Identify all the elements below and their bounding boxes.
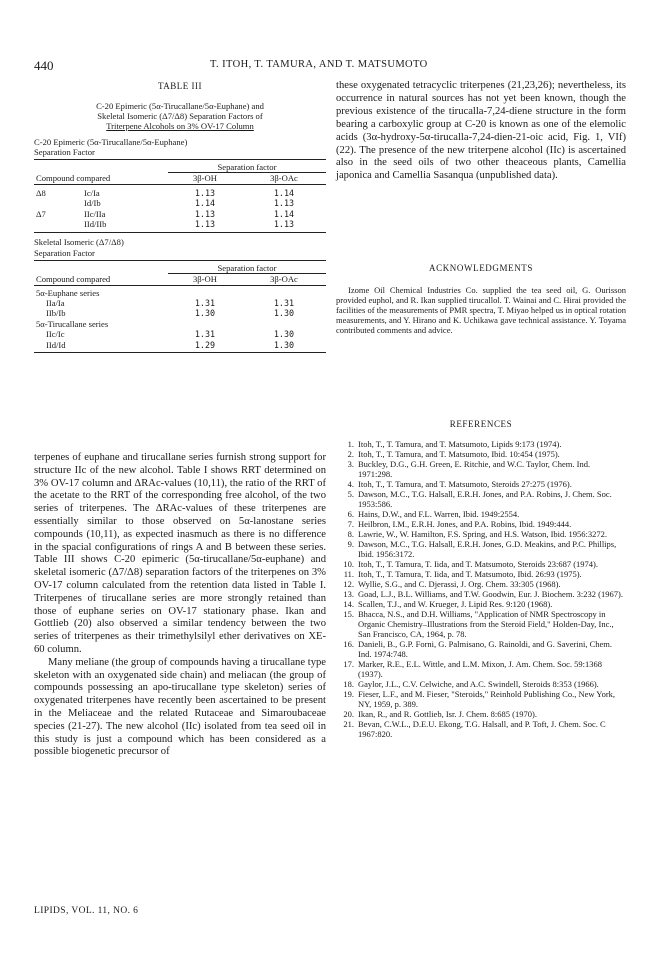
reference-item xyxy=(336,599,626,609)
reference-item xyxy=(336,609,626,639)
col-compound: Compound compared xyxy=(36,274,111,284)
running-header: T. ITOH, T. TAMURA, AND T. MATSUMOTO xyxy=(210,59,428,70)
paragraph: Many meliane (the group of compounds having a tirucallane type skeleton with an oxygenated side chain) and meliacan (the group of compounds possessing an apo-tirucallane type skeleton) series of oxygenated triterpenes have recently been ascertained to be present in the Meliaceae and the related Rutaceae and Simaroubaceae species (21-27). The new alcohol (IIc) isolated from tea seed oil in this study is just a compound which has been considered as a possible biogenetic precursor of xyxy=(34,656,326,758)
references-section xyxy=(336,418,626,739)
reference-number: 21. xyxy=(343,718,354,729)
table-row: IId/IIb 1.13 1.13 xyxy=(84,219,295,230)
reference-number: 9. xyxy=(347,538,354,549)
reference-item xyxy=(336,569,626,579)
reference-item xyxy=(336,479,626,489)
col-oac: 3β-OAc xyxy=(270,274,298,285)
section1-table xyxy=(34,162,326,229)
reference-text: Ikan, R., and R. Gottlieb, Isr. J. Chem. 8:685 (1970). xyxy=(358,708,537,719)
reference-number: 20. xyxy=(343,708,354,719)
reference-text: Marker, R.E., E.L. Wittle, and L.M. Mixon, J. Am. Chem. Soc. 59:1368 (1937). xyxy=(358,658,602,679)
reference-text: Itoh, T., T. Tamura, T. Iida, and T. Matsumoto, Steroids 23:687 (1974). xyxy=(358,558,598,569)
table-row: IId/Id 1.29 1.30 xyxy=(46,339,295,350)
reference-text: Goad, L.J., B.L. Williams, and T.W. Goodwin, Eur. J. Biochem. 3:232 (1967). xyxy=(358,588,623,599)
reference-text: Gaylor, J.L., C.V. Celwiche, and A.C. Swindell, Steroids 8:353 (1966). xyxy=(358,678,599,689)
col-oac: 3β-OAc xyxy=(270,173,298,184)
reference-text: Itoh, T., T. Tamura, and T. Matsumoto, Lipids 9:173 (1974). xyxy=(358,438,562,449)
reference-number: 16. xyxy=(343,638,354,649)
reference-number: 7. xyxy=(347,518,354,529)
acknowledgments-section xyxy=(336,262,626,335)
reference-item xyxy=(336,559,626,569)
reference-item xyxy=(336,639,626,659)
reference-item xyxy=(336,539,626,559)
reference-number: 6. xyxy=(347,508,354,519)
acknowledgments-text: Izome Oil Chemical Industries Co. supplied the tea seed oil, G. Ourisson provided euphol, and R. Ikan supplied tirucallol. T. Wainai and C. Hirai provided the facilities of the measurements of PMR spectra, T. Miyao helped us in optical rotation measurements, and Y. Hirano and K. Uchikawa gave technical assistance. Y. Toyama contributed comments and advice. xyxy=(336,284,626,335)
reference-number: 19. xyxy=(343,688,354,699)
reference-text: Heilbron, I.M., E.R.H. Jones, and P.A. Robins, Ibid. 1949:444. xyxy=(358,518,572,529)
reference-text: Itoh, T., T. Tamura, T. Iida, and T. Matsumoto, Ibid. 26:93 (1975). xyxy=(358,568,582,579)
reference-text: Bhacca, N.S., and D.H. Williams, "Application of NMR Spectroscopy in Organic Chemistry–Illustrations from the Steroid Field," Holden-Day, Inc., San Francisco, CA, 1964, p. 78. xyxy=(358,608,614,639)
reference-item xyxy=(336,459,626,479)
reference-number: 17. xyxy=(343,658,354,669)
reference-item xyxy=(336,529,626,539)
col-oh: 3β-OH xyxy=(192,173,217,184)
reference-item xyxy=(336,659,626,679)
sf-header: Separation factor xyxy=(168,162,326,173)
reference-number: 3. xyxy=(347,458,354,469)
reference-item xyxy=(336,709,626,719)
reference-text: Lawrie, W., W. Hamilton, F.S. Spring, and H.S. Watson, Ibid. 1956:3272. xyxy=(358,528,607,539)
reference-text: Itoh, T., T. Tamura, and T. Matsumoto, Steroids 27:275 (1976). xyxy=(358,478,572,489)
reference-text: Wyllie, S.G., and C. Djerassi, J. Org. Chem. 33:305 (1968). xyxy=(358,578,561,589)
journal-footer: LIPIDS, VOL. 11, NO. 6 xyxy=(34,906,139,916)
table-title: TABLE III xyxy=(157,81,202,91)
reference-number: 13. xyxy=(343,588,354,599)
sf-header: Separation factor xyxy=(168,263,326,274)
table-row: Δ7 IIc/IIa 1.13 1.14 xyxy=(36,208,295,219)
reference-number: 10. xyxy=(343,558,354,569)
section2-title: Skeletal Isomeric (Δ7/Δ8) Separation Factor xyxy=(34,237,124,258)
reference-number: 1. xyxy=(347,438,354,449)
reference-list xyxy=(336,439,626,739)
group-label: 5α-Tirucallane series xyxy=(36,318,109,329)
table-row: Δ8 Ic/Ia 1.13 1.14 xyxy=(36,187,295,198)
reference-text: Scallen, T.J., and W. Krueger, J. Lipid Res. 9:120 (1968). xyxy=(358,598,553,609)
reference-item xyxy=(336,489,626,509)
table-3-block xyxy=(34,80,326,353)
reference-text: Dawson, M.C., T.G. Halsall, E.R.H. Jones, and P.A. Robins, J. Chem. Soc. 1953:586. xyxy=(358,488,612,509)
group-label: 5α-Euphane series xyxy=(36,287,100,298)
reference-item xyxy=(336,509,626,519)
reference-item xyxy=(336,679,626,689)
col-oh: 3β-OH xyxy=(192,274,217,285)
reference-number: 18. xyxy=(343,678,354,689)
paragraph: these oxygenated tetracyclic triterpenes (21,23,26); nevertheless, its occurrence in natural sources has not yet been known, though the previous existence of the tirucalla-7,24-diene structure in the form bearing a carboxylic group at C-20 is known as one of the elemolic acids (3α-hydroxy-5α-tirucalla-7,24-dien-21-oic acid, Fig. 1, VIf) (22). The presence of the new triterpene alcohol (IIc) is ascertained also in the seed oils of two other theaceous plants, Camellia japonica and Camellia Sasanqua (unpublished data). xyxy=(336,80,626,182)
right-body-text xyxy=(336,80,626,183)
reference-text: Dawson, M.C., T.G. Halsall, E.R.H. Jones, G.D. Meakins, and P.C. Phillips, Ibid. 1956:3172. xyxy=(358,538,617,559)
references-title: REFERENCES xyxy=(449,419,513,429)
reference-number: 14. xyxy=(343,598,354,609)
reference-number: 4. xyxy=(347,478,354,489)
reference-number: 5. xyxy=(347,488,354,499)
paragraph: terpenes of euphane and tirucallane series furnish strong support for structure IIc of the new alcohol. Table I shows RRT determined on 3% OV-17 column and ΔRAc-values (10,11), the ratio of the RRT of the acetate to the RRT of the corresponding free alcohol, of the two series of triterpenes. The ΔRAc-values of these triterpenes are essentially similar to those observed on 5α-lanostane series compounds (10,11), as expected inasmuch as there is no difference in the spacial configurations of rings A and B between these series. Table III shows C-20 epimeric (5α-tirucallane/5α-euphane) and skeletal isomeric (Δ7/Δ8) separation factors of the triterpenes on 3% OV-17 column calculated from the retention data listed in Table I. Triterpenes of tirucallane series are more strongly retained than those of euphane series on OV-17 stationary phase. Ikan and Gottlieb (20) also observed a similar tendency between the two series of triterpenes as their trimethylsilyl ether derivatives on XE-60 column. xyxy=(34,452,326,655)
left-body-text xyxy=(34,452,326,759)
table-row: IIa/Ia 1.31 1.31 xyxy=(46,298,295,309)
table-row: Id/Ib 1.14 1.13 xyxy=(84,198,295,209)
reference-text: Buckley, D.G., G.H. Green, E. Ritchie, and W.C. Taylor, Chem. Ind. 1971:298. xyxy=(358,458,591,479)
reference-item xyxy=(336,589,626,599)
reference-text: Itoh, T., T. Tamura, and T. Matsumoto, Ibid. 10:454 (1975). xyxy=(358,448,560,459)
acknowledgments-title: ACKNOWLEDGMENTS xyxy=(429,263,533,273)
reference-item xyxy=(336,449,626,459)
reference-item xyxy=(336,439,626,449)
reference-text: Fieser, L.F., and M. Fieser, "Steroids," Reinhold Publishing Co., New York, NY, 1959, p. 389. xyxy=(358,688,616,709)
page-number: 440 xyxy=(34,58,54,73)
reference-number: 11. xyxy=(343,568,354,579)
reference-item xyxy=(336,719,626,739)
reference-number: 12. xyxy=(343,578,354,589)
reference-text: Danieli, B., G.P. Forni, G. Palmisano, G. Rainoldi, and G. Saverini, Chem. Ind. 1974:748. xyxy=(358,638,613,659)
table-row: IIc/Ic 1.31 1.30 xyxy=(46,329,295,340)
table-row: IIb/Ib 1.30 1.30 xyxy=(46,308,295,319)
col-compound: Compound compared xyxy=(36,173,111,184)
reference-number: 2. xyxy=(347,448,354,459)
table-caption: C-20 Epimeric (5α-Tirucallane/5α-Euphane) and Skeletal Isomeric (Δ7/Δ8) Separation Factors of Triterpene Alcohols on 3% OV-17 Column xyxy=(96,100,264,131)
section1-title: C-20 Epimeric (5α-Tirucallane/5α-Euphane) Separation Factor xyxy=(34,136,188,157)
reference-text: Hains, D.W., and F.L. Warren, Ibid. 1949:2554. xyxy=(358,508,520,519)
reference-number: 8. xyxy=(347,528,354,539)
reference-item xyxy=(336,519,626,529)
section2-table xyxy=(34,263,326,350)
reference-number: 15. xyxy=(343,608,354,619)
reference-text: Bevan, C.W.L., D.E.U. Ekong, T.G. Halsall, and P. Toft, J. Chem. Soc. C 1967:820. xyxy=(358,718,606,739)
reference-item xyxy=(336,579,626,589)
reference-item xyxy=(336,689,626,709)
